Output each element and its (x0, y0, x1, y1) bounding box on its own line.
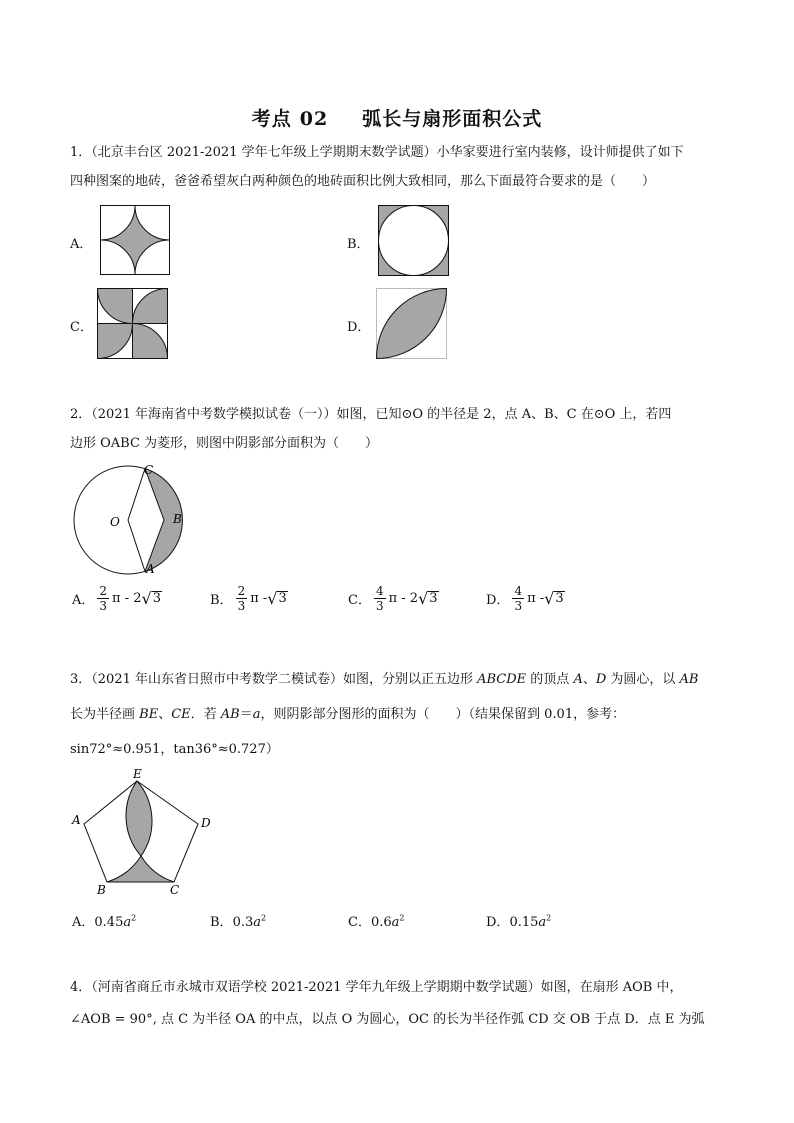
q2-answer-a-fraction (97, 584, 109, 613)
question-4-line-2: ∠AOB = 90°, 点 C 为半径 OA 的中点，以点 O 为圆心，OC 的长为半径作弧 CD 交 OB 于点 D．点 E 为弧 (70, 1012, 705, 1027)
radicand: 3 (278, 591, 287, 606)
title-text: 弧长与扇形面积公式 (362, 108, 543, 130)
question-3-line-3: sin72°≈0.951，tan36°≈0.727） (70, 742, 279, 757)
question-1-line-2: 四种图案的地砖，爸爸希望灰白两种颜色的地砖面积比例大致相同，那么下面最符合要求的是（ ） (70, 174, 656, 189)
radical-sign: √ (141, 589, 152, 608)
radical-sign: √ (418, 589, 429, 608)
q3-arc-ce (171, 697, 190, 732)
arc-label: CE (171, 707, 191, 722)
value: 0.3 (232, 915, 254, 930)
q1-option-c-figure (97, 288, 168, 359)
numerator: 2 (237, 584, 246, 598)
denominator: 3 (375, 599, 384, 613)
q3-label-a: A (72, 813, 81, 827)
q2-answer-c (348, 584, 439, 613)
value: 0.45 (94, 915, 124, 930)
title-number: 02 (299, 108, 329, 130)
numerator: 2 (99, 584, 108, 598)
numerator: 4 (514, 584, 523, 598)
question-3-line-2 (70, 697, 734, 732)
exponent: 2 (546, 913, 552, 923)
q3-label-e: E (133, 767, 142, 781)
q3-l1-part: 的顶点 (526, 672, 574, 687)
title-prefix: 考点 (251, 108, 292, 130)
exponent: 2 (399, 913, 405, 923)
question-2-text (70, 400, 734, 458)
q3-segment-ab-2: AB (220, 707, 240, 722)
q2-answer-a-sqrt (142, 589, 162, 608)
q2-answer-d-sqrt (544, 589, 564, 608)
q3-vertex-d: D (595, 672, 607, 687)
variable: a (538, 915, 547, 930)
q3-shaded-lens (126, 781, 152, 856)
q3-l2-part: ．若 (190, 707, 221, 722)
q1b-circle (379, 206, 449, 276)
q2-answer-d-fraction (512, 584, 524, 613)
q2-label-c: C (144, 463, 154, 477)
q1-option-b-label: B． (347, 237, 370, 252)
value: 0.6 (370, 915, 392, 930)
exponent: 2 (261, 913, 267, 923)
question-4-line-1: 4．（河南省商丘市永城市双语学校 2021-2021 学年九年级上学期期中数学试题）如图，在扇形 AOB 中， (70, 980, 683, 995)
q3-l2-part: ＝ (239, 707, 253, 722)
page-title (0, 104, 794, 131)
q3-var-a: a (252, 707, 261, 722)
numerator: 4 (375, 584, 384, 598)
q3-answer-b (210, 911, 266, 930)
q2-label-b: B (173, 512, 182, 526)
label: D． (486, 915, 510, 930)
variable: a (391, 915, 400, 930)
q3-arc-be (139, 697, 158, 732)
q2-answer-d-pi: π - (527, 591, 545, 606)
q2-answer-b-label: B． (210, 593, 233, 608)
denominator: 3 (237, 599, 246, 613)
radicand: 3 (555, 591, 564, 606)
denominator: 3 (514, 599, 523, 613)
q2-answer-a (72, 584, 162, 613)
variable: a (123, 915, 132, 930)
question-3-line-1 (70, 662, 734, 697)
radicand: 3 (152, 591, 161, 606)
q2-answer-b (210, 584, 288, 613)
q2-label-a: A (146, 562, 155, 576)
exponent: 2 (131, 913, 137, 923)
q2-answer-a-label: A． (72, 593, 95, 608)
q1-option-a-figure (100, 205, 170, 275)
q3-answer-d (486, 911, 551, 930)
q3-l1-part: 3．（2021 年山东省日照市中考数学二模试卷）如图，分别以正五边形 (70, 672, 478, 687)
q3-pentagon-figure (70, 766, 220, 896)
variable: a (253, 915, 262, 930)
value: 0.15 (509, 915, 539, 930)
radical-sign: √ (267, 589, 278, 608)
q2-label-o: O (110, 515, 120, 529)
arc-label: BE (139, 707, 159, 722)
q1-option-d-label: D． (347, 320, 371, 335)
q3-answer-c (348, 911, 405, 930)
q2-answer-c-fraction (374, 584, 386, 613)
q1-option-c-label: C． (70, 320, 93, 335)
denominator: 3 (99, 599, 108, 613)
question-4-text (70, 972, 734, 1036)
q1-option-b-figure (378, 205, 449, 276)
q3-label-c: C (170, 883, 180, 896)
q3-l2-part: 、 (158, 707, 172, 722)
q3-l1-part: 为圆心，以 (606, 672, 680, 687)
q3-shaded-bottom (107, 856, 174, 882)
q3-l2-part: ，则阴影部分图形的面积为（ ）（结果保留到 0.01，参考： (260, 707, 626, 722)
q3-segment-ab: AB (679, 672, 699, 687)
question-3-text (70, 662, 734, 767)
label: B． (210, 915, 233, 930)
q2-answer-d-label: D． (486, 593, 510, 608)
q2-answer-a-pi: π - 2 (112, 591, 142, 606)
label: A． (72, 915, 95, 930)
q3-label-b: B (97, 883, 106, 896)
question-1-line-1: 1．（北京丰台区 2021-2021 学年七年级上学期期末数学试题）小华家要进行室内装修，设计师提供了如下 (70, 145, 684, 160)
question-2-line-2: 边形 OABC 为菱形，则图中阴影部分面积为（ ） (70, 436, 379, 451)
q2-answer-b-sqrt (267, 589, 287, 608)
q3-label-d: D (201, 816, 211, 830)
q3-vertex-a: A (573, 672, 583, 687)
radicand: 3 (429, 591, 438, 606)
q3-l2-part: 长为半径画 (70, 707, 140, 722)
q3-answer-a (72, 911, 136, 930)
q2-answer-d (486, 584, 565, 613)
q3-pentagon-name: ABCDE (477, 672, 527, 687)
q2-answer-b-fraction (236, 584, 248, 613)
q2-answer-c-label: C． (348, 593, 371, 608)
question-2-line-1: 2．（2021 年海南省中考数学模拟试卷（一））如图，已知⊙O 的半径是 2，点 A、B、C 在⊙O 上，若四 (70, 407, 672, 422)
q2-answer-b-pi: π - (250, 591, 268, 606)
q2-circle-figure (66, 460, 196, 580)
q2-answer-c-sqrt (418, 589, 438, 608)
q1-option-d-figure (376, 288, 447, 359)
q3-l1-part: 、 (582, 672, 596, 687)
radical-sign: √ (544, 589, 555, 608)
question-1-text (70, 138, 734, 196)
q2-answer-c-pi: π - 2 (388, 591, 419, 606)
q1-option-a-label: A． (70, 237, 93, 252)
label: C． (348, 915, 371, 930)
